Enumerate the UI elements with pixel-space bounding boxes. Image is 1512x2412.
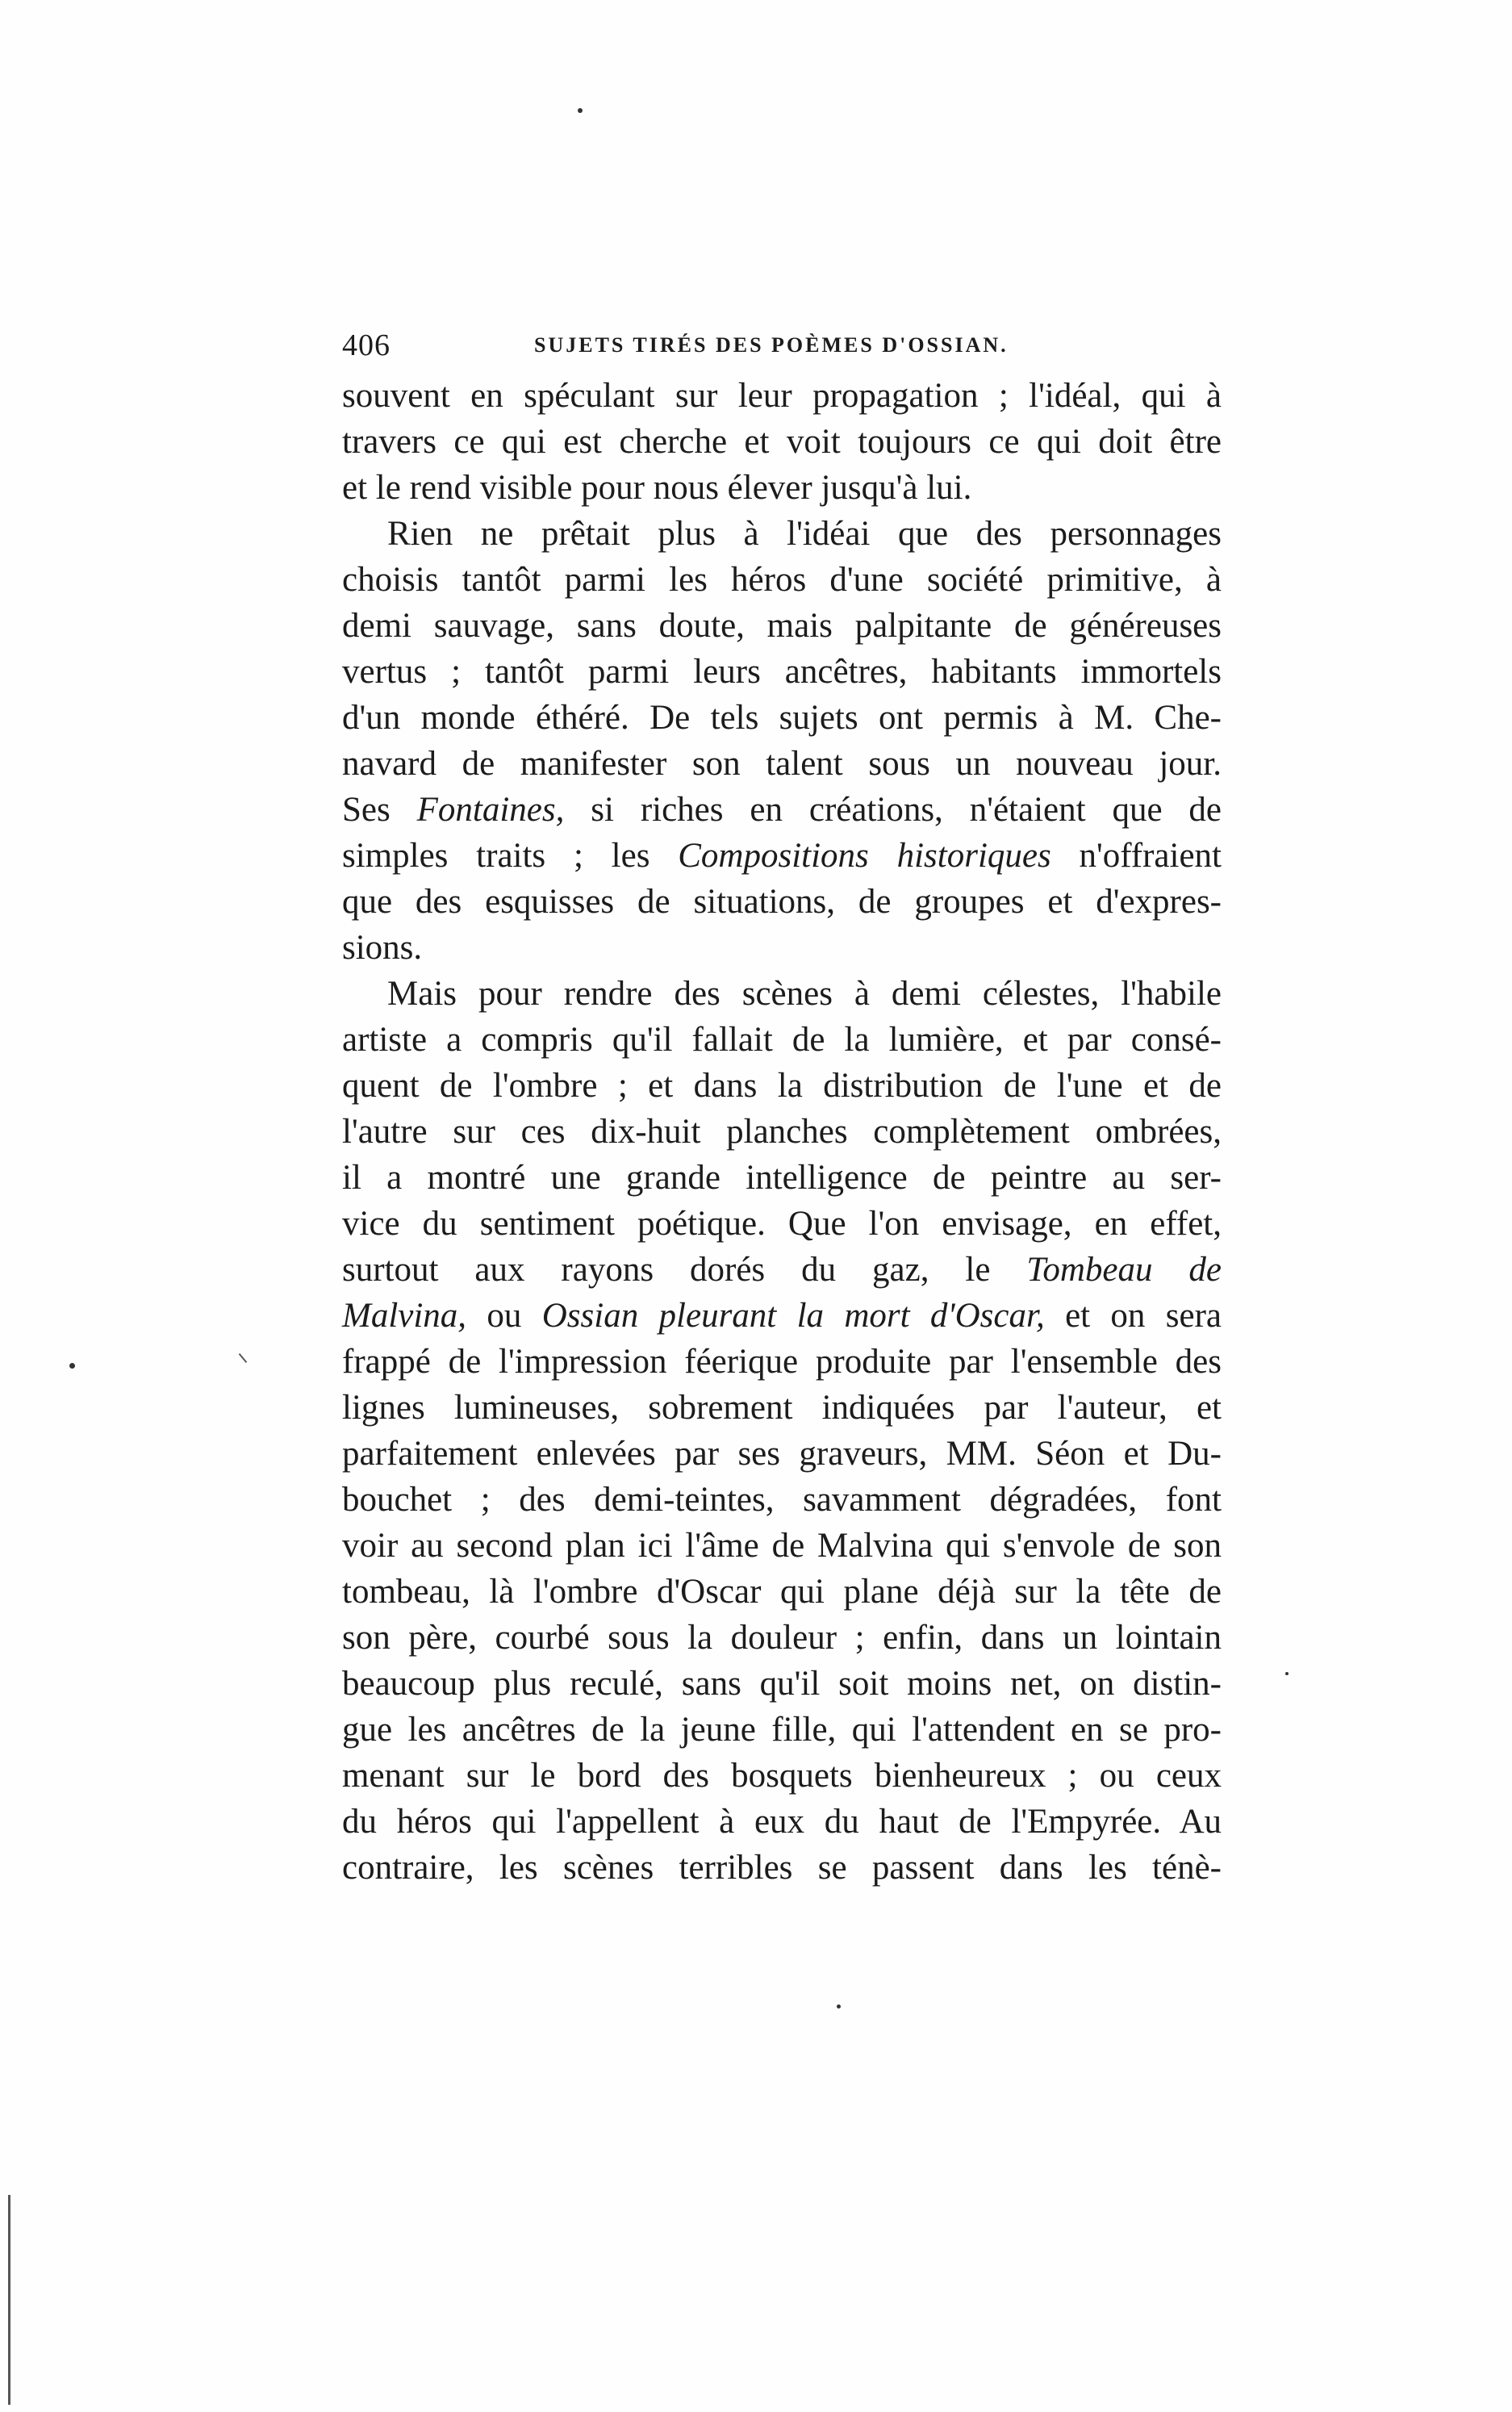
text-segment: que des esquisses de situations, de groupes et d'expres- <box>342 883 1222 921</box>
text-segment: quent de l'ombre ; et dans la distribution de l'une et de <box>342 1067 1222 1105</box>
text-line <box>342 833 1222 879</box>
text-line <box>342 1063 1222 1109</box>
page-header <box>342 324 1222 366</box>
text-segment: et le rend visible pour nous élever jusqu'à lui. <box>342 469 972 507</box>
italic-title: Tombeau de <box>1026 1251 1222 1289</box>
text-segment: parfaitement enlevées par ses graveurs, MM. Séon et Du- <box>342 1435 1222 1473</box>
text-segment: travers ce qui est cherche et voit toujours ce qui doit être <box>342 423 1222 461</box>
text-segment: Ses <box>342 791 417 829</box>
text-line <box>342 1845 1222 1891</box>
text-segment: son père, courbé sous la douleur ; enfin, dans un lointain <box>342 1619 1222 1657</box>
text-segment: il a montré une grande intelligence de peintre au ser- <box>342 1159 1222 1197</box>
text-segment: vice du sentiment poétique. Que l'on envisage, en effet, <box>342 1205 1222 1243</box>
text-segment: gue les ancêtres de la jeune fille, qui l'attendent en se pro- <box>342 1711 1222 1749</box>
italic-title: Compositions historiques <box>678 837 1051 875</box>
text-line <box>342 511 1222 557</box>
text-line <box>342 373 1222 419</box>
text-line <box>342 695 1222 741</box>
italic-title: Malvina, <box>342 1297 467 1335</box>
text-segment: voir au second plan ici l'âme de Malvina qui s'envole de son <box>342 1527 1222 1565</box>
margin-tick <box>239 1353 248 1363</box>
text-segment: contraire, les scènes terribles se passent dans les ténè- <box>342 1849 1222 1887</box>
text-segment: beaucoup plus reculé, sans qu'il soit moins net, on distin- <box>342 1665 1222 1703</box>
text-line <box>342 1569 1222 1615</box>
page-number: 406 <box>342 328 391 362</box>
ink-speck <box>837 2004 841 2009</box>
text-line <box>342 1247 1222 1293</box>
text-line <box>342 1523 1222 1569</box>
text-line <box>342 1431 1222 1477</box>
text-segment: menant sur le bord des bosquets bienheureux ; ou ceux <box>342 1757 1222 1795</box>
text-line <box>342 557 1222 603</box>
text-line <box>342 787 1222 833</box>
text-segment: souvent en spéculant sur leur propagation ; l'idéal, qui à <box>342 377 1222 415</box>
text-line <box>342 741 1222 787</box>
ink-speck <box>69 1363 75 1369</box>
text-line <box>342 1661 1222 1707</box>
text-segment: simples traits ; les <box>342 837 679 875</box>
text-line <box>342 1017 1222 1063</box>
text-segment: surtout aux rayons dorés du gaz, le <box>342 1251 1027 1289</box>
text-segment: sions. <box>342 929 423 967</box>
text-line <box>342 1615 1222 1661</box>
running-head: SUJETS TIRÉS DES POÈMES D'OSSIAN. <box>534 333 1009 357</box>
text-line <box>342 1753 1222 1799</box>
text-line <box>342 1339 1222 1385</box>
text-segment: choisis tantôt parmi les héros d'une société primitive, à <box>342 561 1222 599</box>
text-line <box>342 1109 1222 1155</box>
text-line <box>342 465 1222 511</box>
text-segment: n'offraient <box>1050 837 1222 875</box>
text-segment: si riches en créations, n'étaient que de <box>564 791 1222 829</box>
text-segment: frappé de l'impression féerique produite par l'ensemble des <box>342 1343 1222 1381</box>
text-segment: bouchet ; des demi-teintes, savamment dégradées, font <box>342 1481 1222 1519</box>
text-segment: et on sera <box>1044 1297 1222 1335</box>
text-line <box>342 1293 1222 1339</box>
text-segment: ou <box>466 1297 542 1335</box>
text-line <box>342 879 1222 925</box>
text-segment: d'un monde éthéré. De tels sujets ont permis à M. Che- <box>342 699 1222 737</box>
text-line <box>342 419 1222 465</box>
text-line <box>342 1477 1222 1523</box>
text-segment: artiste a compris qu'il fallait de la lumière, et par consé- <box>342 1021 1222 1059</box>
text-segment: du héros qui l'appellent à eux du haut de l'Empyrée. Au <box>342 1803 1222 1841</box>
text-segment: demi sauvage, sans doute, mais palpitante de généreuses <box>342 607 1222 645</box>
text-line <box>342 1155 1222 1201</box>
body-text <box>342 373 1222 1891</box>
text-line <box>342 971 1222 1017</box>
text-segment: lignes lumineuses, sobrement indiquées par l'auteur, et <box>342 1389 1222 1427</box>
text-line <box>342 1707 1222 1753</box>
text-line <box>342 925 1222 971</box>
text-segment: l'autre sur ces dix-huit planches complètement ombrées, <box>342 1113 1222 1151</box>
text-line <box>342 649 1222 695</box>
ink-speck <box>1285 1672 1289 1675</box>
text-line <box>342 1201 1222 1247</box>
page-edge-line <box>8 2195 10 2405</box>
italic-title: Fontaines, <box>416 791 565 829</box>
text-segment: navard de manifester son talent sous un nouveau jour. <box>342 745 1222 783</box>
text-segment: vertus ; tantôt parmi leurs ancêtres, habitants immortels <box>342 653 1222 691</box>
text-line <box>342 1385 1222 1431</box>
italic-title: Ossian pleurant la mort d'Oscar, <box>541 1297 1045 1335</box>
text-segment: Rien ne prêtait plus à l'idéai que des personnages <box>387 515 1222 553</box>
text-line <box>342 1799 1222 1845</box>
text-segment: tombeau, là l'ombre d'Oscar qui plane déjà sur la tête de <box>342 1573 1222 1611</box>
ink-speck <box>578 108 583 113</box>
text-line <box>342 603 1222 649</box>
text-segment: Mais pour rendre des scènes à demi célestes, l'habile <box>387 975 1222 1013</box>
